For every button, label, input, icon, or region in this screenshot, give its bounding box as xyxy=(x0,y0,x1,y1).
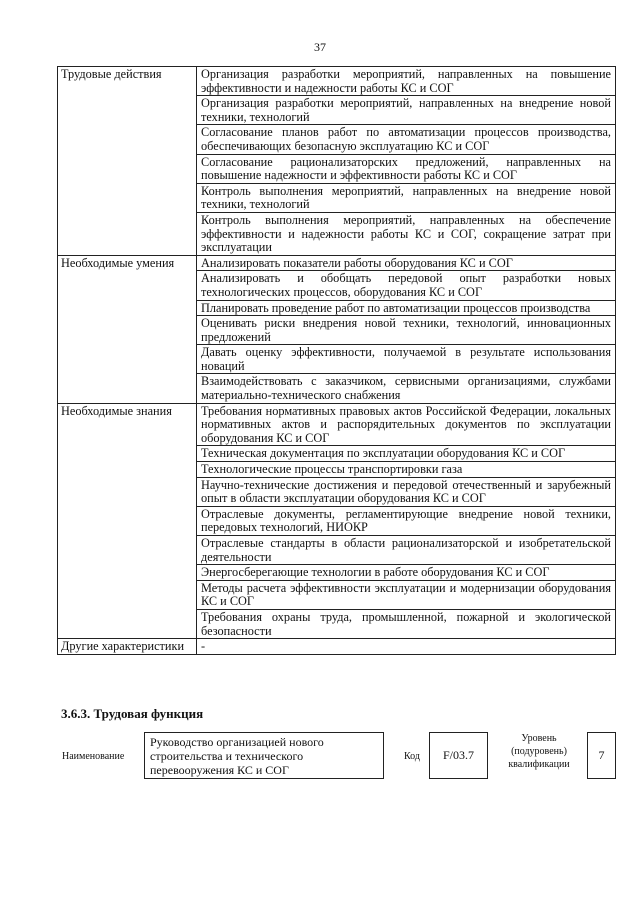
competency-table xyxy=(57,66,616,655)
table-cell-item: Анализировать показатели работы оборудования КС и СОГ xyxy=(197,255,616,271)
table-cell-item: Методы расчета эффективности эксплуатации и модернизации оборудования КС и СОГ xyxy=(197,580,616,609)
page-number: 37 xyxy=(314,40,326,54)
code-label: Код xyxy=(404,751,420,762)
table-row xyxy=(58,67,616,96)
function-code-field: F/03.7 xyxy=(429,732,488,779)
table-cell-item: Технологические процессы транспортировки газа xyxy=(197,462,616,478)
section-label: Необходимые знания xyxy=(58,403,197,639)
table-cell-item: Энергосберегающие технологии в работе оборудования КС и СОГ xyxy=(197,565,616,581)
competency-table-body xyxy=(58,67,616,655)
table-cell-item: Контроль выполнения мероприятий, направленных на обеспечение эффективности и надежности работы КС и СОГ, сокращение затрат при эксплуатации xyxy=(197,212,616,255)
qualification-level-label: Уровень (подуровень) квалификации xyxy=(508,733,570,770)
section-label: Необходимые умения xyxy=(58,255,197,403)
table-cell-item: Научно-технические достижения и передовой отечественный и зарубежный опыт в области эксплуатации оборудования КС и СОГ xyxy=(197,477,616,506)
table-cell-item: Взаимодействовать с заказчиком, сервисными организациями, службами материально-технического снабжения xyxy=(197,374,616,403)
table-cell-item: Отраслевые документы, регламентирующие внедрение новой техники, передовых технологий, НИОКР xyxy=(197,506,616,535)
section-label: Другие характеристики xyxy=(58,639,197,655)
table-cell-item: Согласование рационализаторских предложений, направленных на повышение надежности и эффективности работы КС и СОГ xyxy=(197,154,616,183)
table-row xyxy=(58,255,616,271)
table-cell-item: Согласование планов работ по автоматизации процессов производства, обеспечивающих безопасную эксплуатацию КС и СОГ xyxy=(197,125,616,154)
table-cell-item: Оценивать риски внедрения новой техники, технологий, инновационных предложений xyxy=(197,316,616,345)
table-cell-item: Требования охраны труда, промышленной, пожарной и экологической безопасности xyxy=(197,609,616,638)
table-cell-item: Организация разработки мероприятий, направленных на повышение эффективности и надежности работы КС и СОГ xyxy=(197,67,616,96)
section-title: 3.6.3. Трудовая функция xyxy=(61,706,204,721)
table-row xyxy=(58,639,616,655)
section-label: Трудовые действия xyxy=(58,67,197,256)
table-cell-item: Отраслевые стандарты в области рационализаторской и изобретательской деятельности xyxy=(197,536,616,565)
table-cell-item: Организация разработки мероприятий, направленных на внедрение новой техники, технологий xyxy=(197,96,616,125)
qualification-level-field: 7 xyxy=(587,732,616,779)
name-label: Наименование xyxy=(62,751,125,762)
table-cell-item: - xyxy=(197,639,616,655)
table-cell-item: Анализировать и обобщать передовой опыт разработки новых технологических процессов, оборудования КС и СОГ xyxy=(197,271,616,300)
function-name-field: Руководство организацией нового строительства и технического перевооружения КС и СОГ xyxy=(144,732,384,779)
table-row xyxy=(58,403,616,446)
table-cell-item: Контроль выполнения мероприятий, направленных на внедрение новой техники, технологий xyxy=(197,183,616,212)
table-cell-item: Требования нормативных правовых актов Российской Федерации, локальных нормативных актов и распорядительных документов по эксплуатации оборудования КС и СОГ xyxy=(197,403,616,446)
table-cell-item: Планировать проведение работ по автоматизации процессов производства xyxy=(197,300,616,316)
labor-function-row xyxy=(0,729,640,789)
table-cell-item: Техническая документация по эксплуатации оборудования КС и СОГ xyxy=(197,446,616,462)
table-cell-item: Давать оценку эффективности, получаемой в результате использования новаций xyxy=(197,345,616,374)
